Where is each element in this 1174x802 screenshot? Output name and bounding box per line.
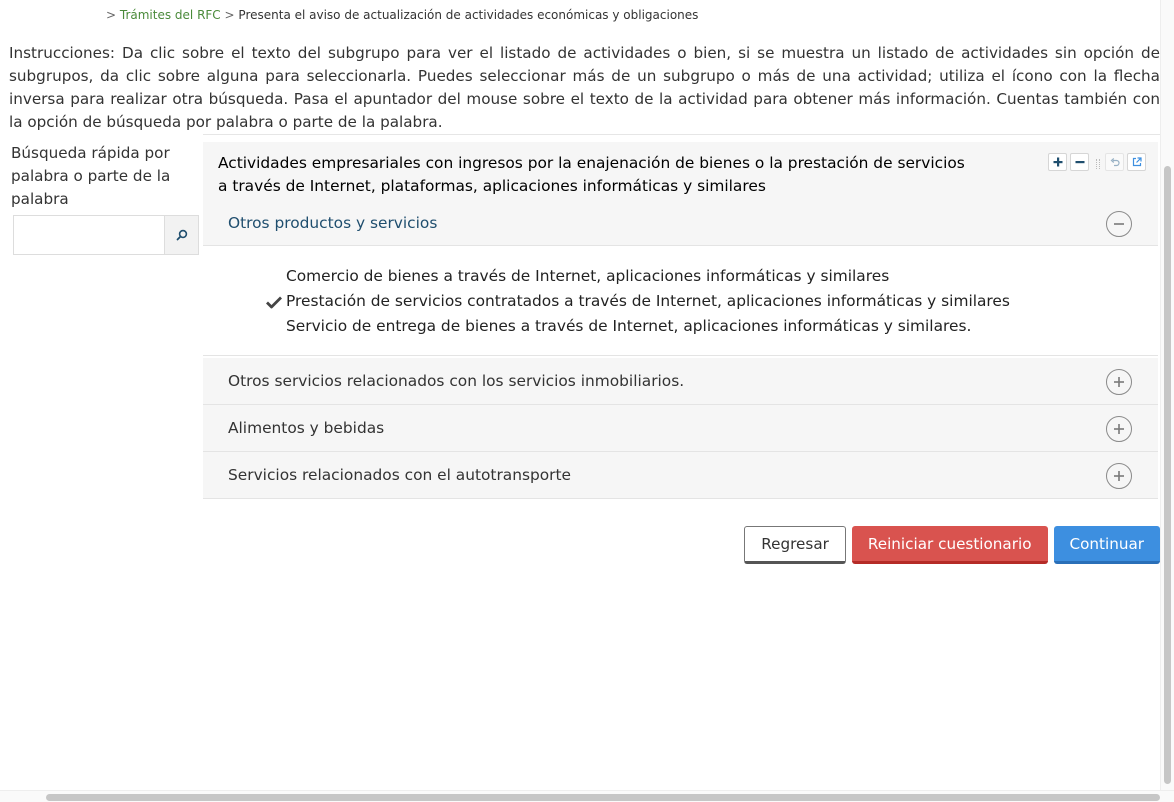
group-toggle-inmobiliarios[interactable] <box>203 358 1158 404</box>
checkmark-icon <box>266 289 284 314</box>
minus-circle-icon <box>1112 217 1126 231</box>
expand-circle-button[interactable] <box>1106 416 1132 442</box>
activity-item[interactable] <box>203 314 1158 339</box>
collapse-circle-button[interactable] <box>1106 211 1132 237</box>
drag-handle <box>1092 153 1102 171</box>
continue-button[interactable]: Continuar <box>1054 526 1161 564</box>
vertical-scroll-thumb[interactable] <box>1164 166 1171 784</box>
group-item <box>203 452 1158 499</box>
instructions-text: Instrucciones: Da clic sobre el texto del subgrupo para ver el listado de actividades o bien, si se muestra un listado de actividades sin opción de subgrupos, da clic sobre alguna para seleccionarla. Puedes seleccionar más de un subgrupo o más de una actividad; utiliza el ícono con la flecha inversa para realizar otra búsqueda. Pasa el apuntador del mouse sobre el texto de la actividad para obtener más información. Cuentas también con la opción de búsqueda por palabra o parte de la palabra. <box>9 44 1160 131</box>
tree-header <box>203 142 1158 200</box>
group-label: Otros servicios relacionados con los servicios inmobiliarios. <box>228 372 685 390</box>
breadcrumb-link-tramites[interactable]: Trámites del RFC <box>119 8 221 22</box>
action-buttons <box>744 526 1160 564</box>
group-label: Servicios relacionados con el autotransporte <box>228 466 571 484</box>
horizontal-scroll-thumb[interactable] <box>46 794 1160 801</box>
collapse-all-button[interactable] <box>1070 153 1089 171</box>
search-box <box>13 215 199 255</box>
collapse-all-icon <box>1075 157 1085 167</box>
breadcrumb-current: Presenta el aviso de actualización de actividades económicas y obligaciones <box>238 8 699 22</box>
group-label: Otros productos y servicios <box>228 213 438 232</box>
undo-button[interactable] <box>1105 153 1124 171</box>
activity-item[interactable] <box>203 264 1158 289</box>
breadcrumb <box>106 8 698 22</box>
activity-label: Servicio de entrega de bienes a través de Internet, aplicaciones informáticas y similares. <box>286 317 972 335</box>
activity-tree <box>203 142 1158 499</box>
activity-list <box>203 246 1158 355</box>
tree-toolbar <box>1048 153 1146 171</box>
vertical-scrollbar[interactable] <box>1160 0 1174 790</box>
group-item <box>203 405 1158 452</box>
expand-all-button[interactable] <box>1048 153 1067 171</box>
breadcrumb-separator: > <box>106 8 117 22</box>
expand-circle-button[interactable] <box>1106 463 1132 489</box>
divider <box>203 134 1160 135</box>
expand-circle-button[interactable] <box>1106 369 1132 395</box>
popout-icon <box>1132 157 1142 167</box>
group-toggle-autotransporte[interactable] <box>203 452 1158 498</box>
expand-all-icon <box>1053 157 1063 167</box>
reset-button[interactable]: Reiniciar cuestionario <box>852 526 1048 564</box>
group-toggle-otros-productos[interactable] <box>203 200 1158 246</box>
tree-title: Actividades empresariales con ingresos por la enajenación de bienes o la prestación de servicios a través de Internet, plataformas, aplicaciones informáticas y similares <box>218 154 965 195</box>
plus-circle-icon <box>1112 375 1126 389</box>
search-button[interactable] <box>164 216 198 254</box>
search-label: Búsqueda rápida por palabra o parte de la palabra <box>11 144 171 208</box>
group-item <box>203 358 1158 405</box>
group-toggle-alimentos[interactable] <box>203 405 1158 451</box>
activity-label: Prestación de servicios contratados a través de Internet, aplicaciones informáticas y similares <box>286 292 1010 310</box>
group-label: Alimentos y bebidas <box>228 419 385 437</box>
activity-label: Comercio de bienes a través de Internet, aplicaciones informáticas y similares <box>286 267 890 285</box>
search-input[interactable] <box>14 216 164 254</box>
plus-circle-icon <box>1112 422 1126 436</box>
horizontal-scrollbar[interactable] <box>0 790 1174 802</box>
activity-item-selected[interactable] <box>203 289 1158 314</box>
back-button[interactable]: Regresar <box>744 526 846 564</box>
popout-button[interactable] <box>1127 153 1146 171</box>
breadcrumb-separator: > <box>224 8 235 22</box>
undo-icon <box>1110 157 1120 167</box>
group-item <box>203 200 1158 356</box>
search-icon <box>176 229 188 241</box>
plus-circle-icon <box>1112 469 1126 483</box>
